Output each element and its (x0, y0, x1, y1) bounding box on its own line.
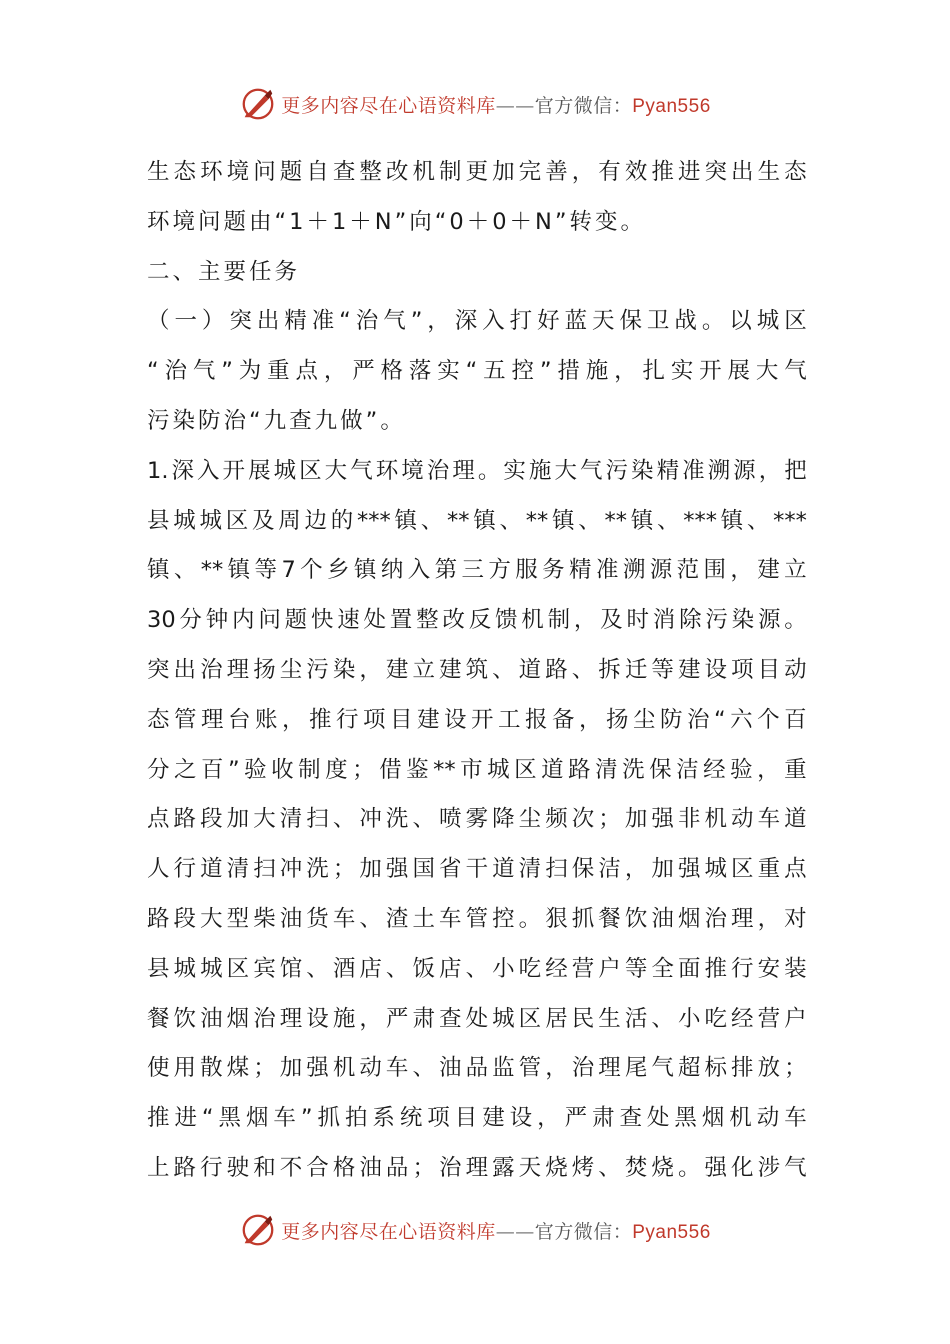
text-line: 镇 、 ** 镇 等 7 个 乡 镇 纳 入 第 三 方 服 务 精 准 溯 源 范 围 ， 建 立 (147, 557, 807, 584)
text-line: 餐 饮 油 烟 治 理 设 施 ， 严 肃 查 处 城 区 居 民 生 活 、 小 吃 经 营 户 (147, 1005, 807, 1032)
text-line: （ 一 ） 突 出 精 准 “ 治 气 ” ， 深 入 打 好 蓝 天 保 卫 战 。 以 城 区 (147, 308, 807, 335)
watermark-main: 更多内容尽在心语资料库 (281, 94, 496, 117)
text-line: 突 出 治 理 扬 尘 污 染 ， 建 立 建 筑 、 道 路 、 拆 迁 等 建 设 项 目 动 (147, 656, 807, 683)
document-body (147, 148, 807, 1194)
watermark-dash: —— (495, 94, 535, 117)
watermark-text (281, 91, 711, 118)
text-line: 县 城 城 区 及 周 边 的 *** 镇 、 ** 镇 、 ** 镇 、 ** 镇 、 *** 镇 、 *** (147, 507, 807, 534)
text-line: “ 治 气 ” 为 重 点 ， 严 格 落 实 “ 五 控 ” 措 施 ， 扎 实 开 展 大 气 (147, 358, 807, 385)
watermark-label: 官方微信： (534, 94, 633, 117)
watermark-label: 官方微信： (534, 1220, 633, 1243)
watermark-main: 更多内容尽在心语资料库 (281, 1220, 496, 1243)
watermark-wechat: Pyan556 (632, 1221, 711, 1243)
pen-logo-icon (239, 1211, 277, 1249)
text-line: 态 管 理 台 账 ， 推 行 项 目 建 设 开 工 报 备 ， 扬 尘 防 治 “ 六 个 百 (147, 706, 807, 733)
text-line: 点 路 段 加 大 清 扫 、 冲 洗 、 喷 雾 降 尘 频 次 ； 加 强 非 机 动 车 道 (147, 806, 807, 833)
text-line: 1. 深 入 开 展 城 区 大 气 环 境 治 理 。 实 施 大 气 污 染 精 准 溯 源 ， 把 (147, 457, 807, 484)
text-line: 二、主要任务 (147, 258, 301, 285)
text-line: 县 城 城 区 宾 馆 、 酒 店 、 饭 店 、 小 吃 经 营 户 等 全 面 推 行 安 装 (147, 955, 807, 982)
watermark-header (0, 82, 950, 126)
text-line: 人 行 道 清 扫 冲 洗 ； 加 强 国 省 干 道 清 扫 保 洁 ， 加 强 城 区 重 点 (147, 856, 807, 883)
text-line: 分 之 百 ” 验 收 制 度 ； 借 鉴 ** 市 城 区 道 路 清 洗 保 洁 经 验 ， 重 (147, 756, 807, 783)
watermark-footer (0, 1208, 950, 1252)
text-line: 30 分 钟 内 问 题 快 速 处 置 整 改 反 馈 机 制 ， 及 时 消 除 污 染 源 。 (147, 607, 807, 634)
text-line: 生 态 环 境 问 题 自 查 整 改 机 制 更 加 完 善 ， 有 效 推 进 突 出 生 态 (147, 159, 807, 185)
text-line: 污染防治“九查九做”。 (147, 407, 406, 434)
watermark-text (281, 1217, 711, 1244)
watermark-dash: —— (495, 1220, 535, 1243)
text-line: 推 进 “ 黑 烟 车 ” 抓 拍 系 统 项 目 建 设 ， 严 肃 查 处 黑 烟 机 动 车 (147, 1105, 807, 1132)
text-line: 上 路 行 驶 和 不 合 格 油 品 ； 治 理 露 天 烧 烤 、 焚 烧 。 强 化 涉 气 (147, 1154, 807, 1181)
pen-logo-icon (239, 85, 277, 123)
watermark-wechat: Pyan556 (632, 95, 711, 117)
text-line: 环境问题由“1＋1＋N”向“0＋0＋N”转变。 (147, 208, 647, 235)
text-line: 路 段 大 型 柴 油 货 车 、 渣 土 车 管 控 。 狠 抓 餐 饮 油 烟 治 理 ， 对 (147, 905, 807, 932)
text-line: 使 用 散 煤 ； 加 强 机 动 车 、 油 品 监 管 ， 治 理 尾 气 超 标 排 放 ； (147, 1055, 807, 1082)
